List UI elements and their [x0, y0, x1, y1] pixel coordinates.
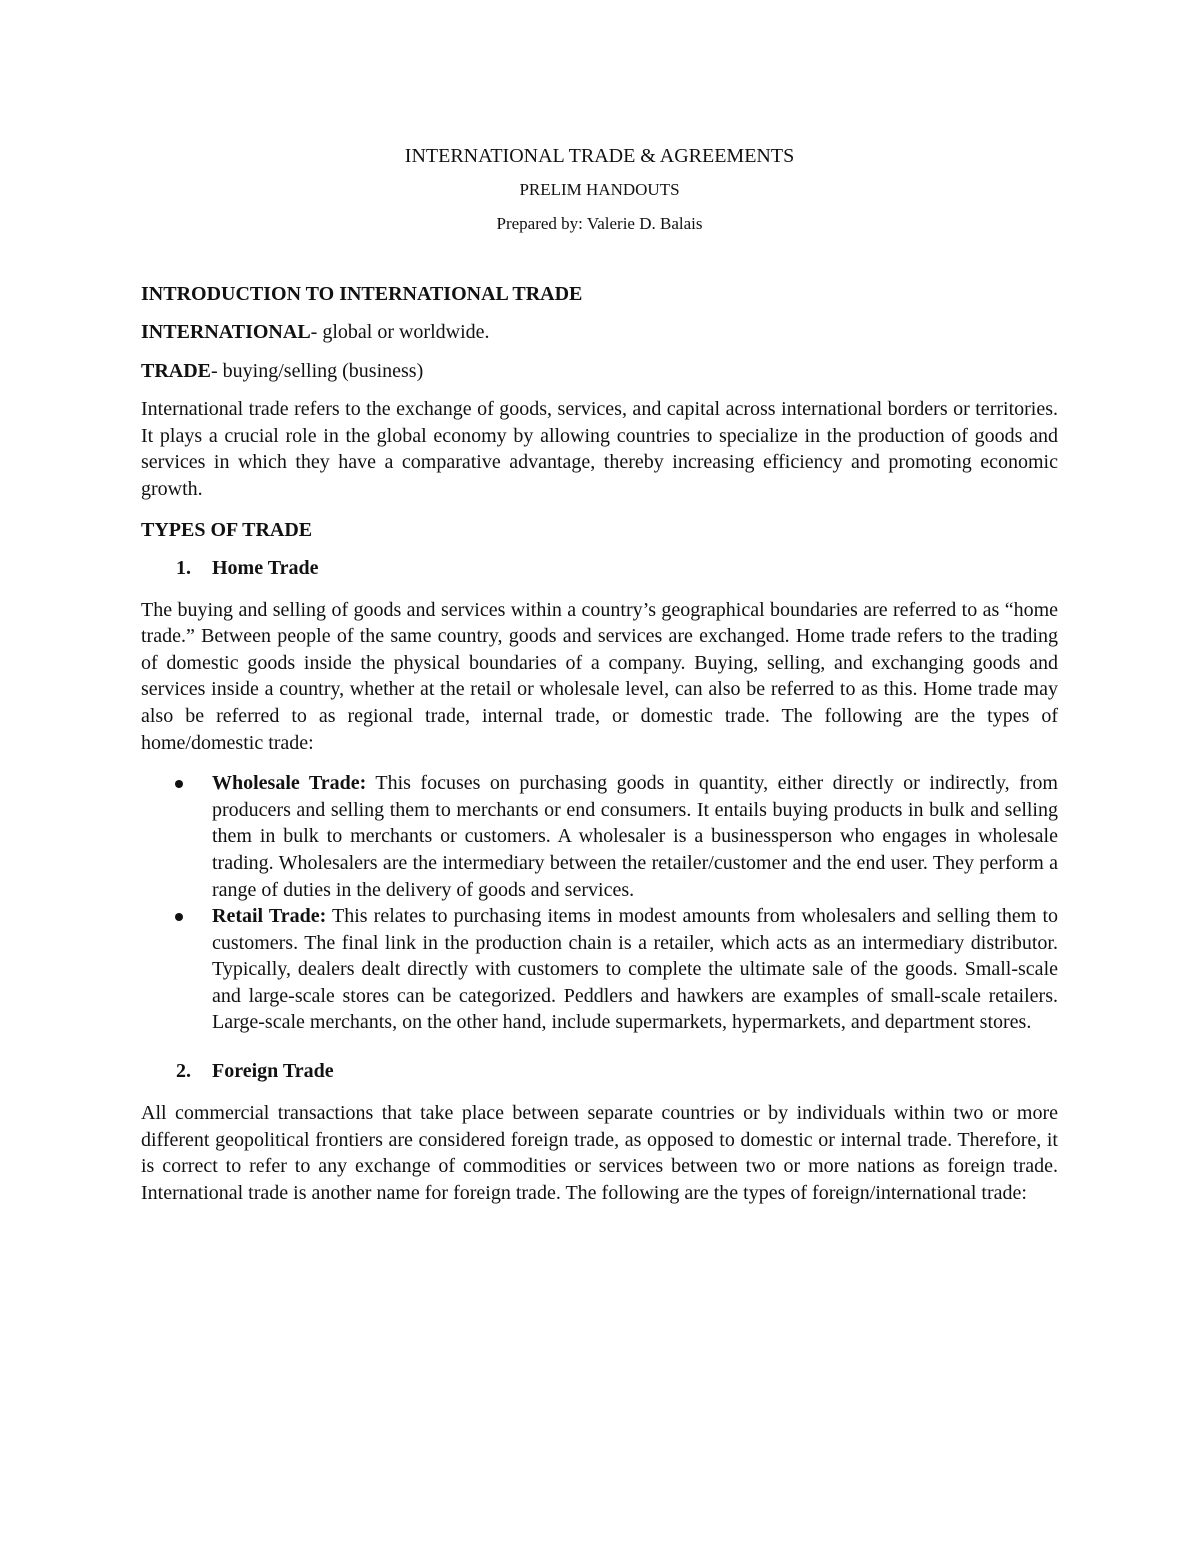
list-item-text: This focuses on purchasing goods in quantity, either directly or indirectly, from producers and selling them to merchants or end consumers. It entails buying products in bulk and selling them in bulk to merchants or customers. A wholesaler is a businessperson who engages in wholesale trading. Wholesalers are the intermediary between the retailer/customer and the end user. They perform a range of duties in the delivery of goods and services. — [212, 772, 1058, 901]
document-title: INTERNATIONAL TRADE & AGREEMENTS — [404, 145, 795, 167]
document-page — [141, 143, 1058, 1220]
section-heading-types: TYPES OF TRADE — [141, 518, 313, 541]
subheading-label: Foreign Trade — [212, 1060, 334, 1083]
subheading-foreign-trade — [141, 1058, 1058, 1084]
list-number: 1. — [176, 556, 191, 579]
definition-text: - global or worldwide. — [310, 321, 490, 343]
list-item-term: Wholesale Trade: — [212, 772, 367, 795]
list-number: 2. — [176, 1060, 191, 1083]
definition-trade — [141, 358, 1058, 385]
list-item-text: This relates to purchasing items in modest amounts from wholesalers and selling them to customers. The final link in the production chain is a retailer, which acts as an intermediary distributor. Typically, dealers dealt directly with customers to complete the ultimate sale of the goods. Small-scale and large-scale stores can be categorized. Peddlers and hawkers are examples of small-scale retailers. Large-scale merchants, on the other hand, include supermarkets, hypermarkets, and department stores. — [212, 905, 1059, 1034]
definition-text: - buying/selling (business) — [211, 359, 424, 382]
home-trade-paragraph: The buying and selling of goods and services within a country’s geographical boundaries are referred to as “home trade.” Between people of the same country, goods and services are exchanged. Home trade refers to the trading of domestic goods inside the physical boundaries of a company. Buying, selling, and exchanging goods and services inside a country, whether at the retail or wholesale level, can also be referred to as this. Home trade may also be referred to as regional trade, internal trade, or domestic trade. The following are the types of home/domestic trade: — [141, 598, 1058, 754]
bullet-icon — [175, 780, 183, 788]
intro-paragraph: International trade refers to the exchange of goods, services, and capital across international borders or territories. It plays a crucial role in the global economy by allowing countries to specialize in the production of goods and services in which they have a comparative advantage, thereby increasing efficiency and promoting economic growth. — [141, 398, 1058, 500]
foreign-trade-paragraph: All commercial transactions that take place between separate countries or by individuals within two or more different geopolitical frontiers are considered foreign trade, as opposed to domestic or internal trade. Therefore, it is correct to refer to any exchange of commodities or services between two or more nations as foreign trade. International trade is another name for foreign trade. The following are the types of foreign/international trade: — [141, 1102, 1058, 1204]
subheading-label: Home Trade — [212, 556, 319, 579]
document-subtitle: PRELIM HANDOUTS — [519, 180, 680, 199]
list-item-retail-trade — [212, 903, 1058, 1036]
section-heading-introduction: INTRODUCTION TO INTERNATIONAL TRADE — [141, 283, 583, 305]
home-trade-types-list — [141, 770, 1058, 1036]
subheading-home-trade — [141, 555, 1058, 581]
definition-term: TRADE — [141, 359, 212, 382]
list-item-term: Retail Trade: — [212, 905, 327, 928]
prepared-by: Prepared by: Valerie D. Balais — [496, 214, 703, 233]
bullet-icon — [175, 913, 183, 921]
list-item-wholesale-trade — [212, 770, 1058, 903]
definition-term: INTERNATIONAL — [141, 321, 311, 343]
definition-international — [141, 319, 1058, 346]
